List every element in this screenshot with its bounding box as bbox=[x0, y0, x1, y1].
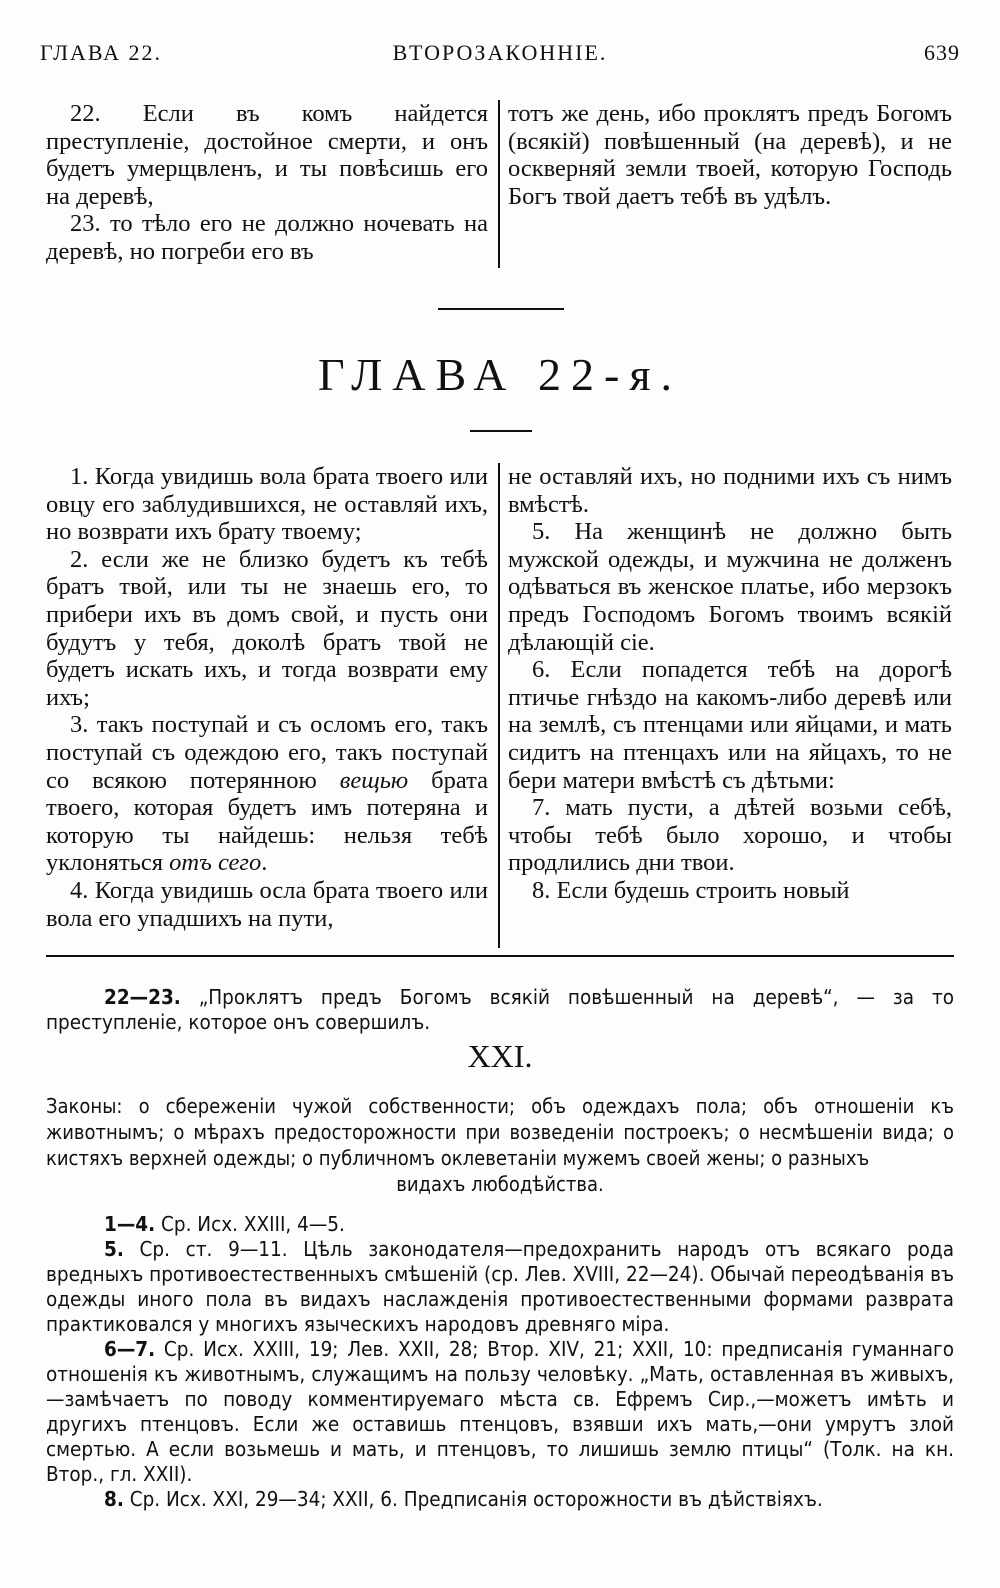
section-summary bbox=[46, 1093, 954, 1197]
note-1-4: 1—4. Ср. Исх. XXIII, 4—5. bbox=[104, 1212, 345, 1236]
summary-text: Законы: о сбереженіи чужой собственности; объ одеждахъ пола; объ отношеніи къ животнымъ; о мѣрахъ предосторожности при возведеніи построекъ; о несмѣшеніи вида; о кистяхъ верхней одежды; о публичномъ оклеветаніи мужемъ своей жены; о разныхъ bbox=[46, 1094, 954, 1170]
verse-4: 4. Когда увидишь осла брата твоего или вола его упадшихъ на пути, bbox=[46, 876, 488, 932]
verse-3: 3. такъ поступай и съ осломъ его, такъ поступай съ одеждою его, такъ поступай со всякою потерянною вещью брата твоего, которая будетъ имъ потеряна и которую ты найдешь: нельзя тебѣ уклоняться отъ сего. bbox=[46, 711, 488, 877]
chapter-divider-bottom bbox=[470, 430, 532, 432]
main-two-column-text bbox=[46, 463, 954, 948]
verse-22: 22. Если въ комъ найдется преступленіе, достойное смерти, и онъ будетъ умерщвленъ, и ты повѣсишь его на деревѣ, bbox=[46, 100, 488, 210]
chapter-divider-top bbox=[438, 308, 564, 310]
commentary-notes bbox=[46, 1212, 954, 1512]
verse-4-continued: не оставляй ихъ, но подними ихъ съ нимъ вмѣстѣ. bbox=[508, 463, 952, 518]
verse-8: 8. Если будешь строить новый bbox=[532, 876, 850, 904]
top-two-column-text bbox=[46, 100, 954, 268]
verse-2: 2. если же не близко будетъ къ тебѣ братъ твой, или ты не знаешь его, то прибери ихъ въ домъ свой, и пусть они будутъ у тебя, доколѣ братъ твой не будетъ искать ихъ, и тогда возврати ему ихъ; bbox=[46, 545, 488, 711]
header-book-title: ВТОРОЗАКОННІЕ. bbox=[392, 40, 608, 65]
note-5: 5. Ср. ст. 9—11. Цѣль законодателя—предохранить народъ отъ всякаго рода вредныхъ противоестественныхъ смѣшеній (ср. Лев. XVIII, 22—24). Обычай переодѣванія въ одежды иного пола въ видахъ наслажденія противоестественными формами разврата практиковался у многихъ языческихъ народовъ древняго міра. bbox=[46, 1237, 954, 1336]
verse-5: 5. На женщинѣ не должно быть мужской одежды, и мужчина не долженъ одѣваться въ женское платье, ибо мерзокъ предъ Господомъ Богомъ твоимъ всякій дѣлающій сіе. bbox=[508, 518, 952, 656]
verse-6: 6. Если попадется тебѣ на дорогѣ птичье гнѣздо на какомъ-либо деревѣ или на землѣ, съ птенцами или яйцами, и мать сидитъ на птенцахъ или на яйцахъ, то не бери матери вмѣстѣ съ дѣтьми: bbox=[508, 656, 952, 794]
verse-23: 23. то тѣло его не должно ночевать на деревѣ, но погреби его въ bbox=[46, 210, 488, 265]
note-6-7: 6—7. Ср. Исх. XXIII, 19; Лев. XXII, 28; Втор. XIV, 21; XXII, 10: предписанія гуманнаго отношенія къ животнымъ, служащимъ на пользу человѣку. „Мать, оставленная въ живыхъ,—замѣчаетъ по поводу комментируемаго мѣста св. Ефремъ Сир.,—можетъ имѣть и другихъ птенцовъ. Если же оставишь птенцовъ, взявши ихъ мать,—они умрутъ злой смертью. А если возьмешь и мать, и птенцовъ, то лишишь землю птицы“ (Толк. на кн. Втор., гл. XXII). bbox=[46, 1337, 954, 1486]
verse-1: 1. Когда увидишь вола брата твоего или овцу его заблудившихся, не оставляй ихъ, но возврати ихъ брату твоему; bbox=[46, 463, 488, 546]
note-8: 8. Ср. Исх. XXI, 29—34; XXII, 6. Предписанія осторожности въ дѣйствіяхъ. bbox=[104, 1487, 823, 1511]
top-right-column bbox=[500, 100, 952, 268]
top-left-column bbox=[46, 100, 498, 268]
header-chapter: ГЛАВА 22. bbox=[40, 40, 163, 65]
main-left-column bbox=[46, 463, 498, 948]
commentary-ref: 22—23. bbox=[104, 985, 181, 1009]
verse-23-continued: тотъ же день, ибо проклятъ предъ Богомъ (всякій) повѣшенный (на деревѣ), и не оскверняй земли твоей, которую Господь Богъ твой даетъ тебѣ въ удѣлъ. bbox=[508, 100, 952, 210]
commentary-separator bbox=[46, 955, 954, 957]
verse-7: 7. мать пусти, а дѣтей возьми себѣ, чтобы тебѣ было хорошо, и чтобы продлились дни твои. bbox=[508, 794, 952, 877]
commentary-top bbox=[46, 985, 954, 1035]
commentary-text: „Проклятъ предъ Богомъ всякій повѣшенный на деревѣ“, — за то преступленіе, которое онъ совершилъ. bbox=[46, 985, 954, 1034]
main-right-column bbox=[500, 463, 952, 948]
header-page-number: 639 bbox=[924, 40, 960, 65]
summary-last-line: видахъ любодѣйства. bbox=[396, 1172, 604, 1196]
running-header bbox=[40, 40, 960, 70]
chapter-title: ГЛАВА 22-я. bbox=[317, 349, 683, 400]
section-number: XXI. bbox=[467, 1038, 533, 1074]
